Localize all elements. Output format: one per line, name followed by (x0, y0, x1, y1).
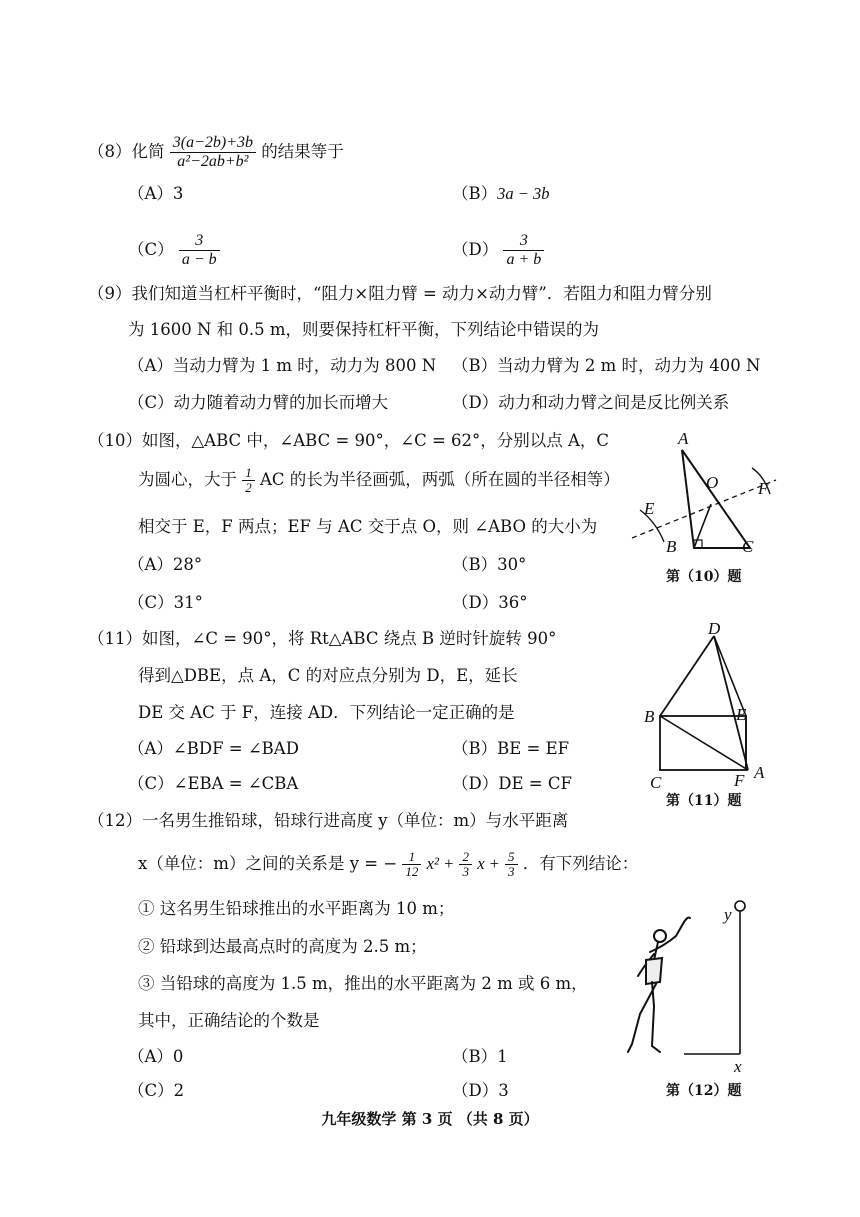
q12-option-b: （B）1 (452, 1047, 508, 1066)
q10-half-num: 1 (242, 466, 255, 481)
q12-x-squared: x² + (426, 854, 455, 873)
q8-option-c-num: 3 (179, 232, 220, 251)
q11-label-e: E (736, 705, 747, 724)
q11-option-c: （C）∠EBA = ∠CBA (128, 774, 299, 793)
q12-f1-num: 1 (402, 850, 421, 865)
q12-item-1: ① 这名男生铅球推出的水平距离为 10 m； (138, 899, 455, 918)
q8-option-b (452, 183, 550, 205)
q12-line-1: （12）一名男生推铅球，铅球行进高度 y（单位：m）与水平距离 (88, 811, 569, 830)
q10-line-1: （10）如图，△ABC 中，∠ABC = 90°，∠C = 62°，分别以点 A，C (88, 431, 610, 450)
q10-label-c: C (742, 537, 754, 556)
q8-option-c-label: （C） (128, 240, 174, 259)
q10-option-d: （D）36° (452, 593, 528, 612)
q8-prefix: （8）化简 (88, 142, 165, 161)
q10-half-den: 2 (245, 480, 252, 495)
q10-label-e: E (644, 499, 655, 518)
q8-fraction (170, 134, 256, 171)
q11-line-2: 得到△DBE，点 A，C 的对应点分别为 D，E，延长 (138, 666, 518, 685)
q8-option-c-den: a − b (181, 251, 217, 268)
q10-half-fraction (242, 466, 255, 495)
q10-label-f: F (758, 479, 769, 498)
q11-line-3: DE 交 AC 于 F，连接 AD．下列结论一定正确的是 (138, 703, 515, 722)
q8-option-d (452, 232, 544, 269)
q12-figure (624, 896, 774, 1076)
q10-figure (628, 430, 808, 570)
q12-fraction-2 (459, 850, 472, 879)
q8-option-d-label: （D） (452, 240, 499, 259)
q10-label-o: O (706, 473, 719, 492)
q12-axis-y-label: y (724, 905, 732, 924)
q12-f3-den: 3 (508, 864, 515, 879)
q8-option-a: （A）3 (128, 184, 184, 203)
q12-f2-den: 3 (462, 864, 469, 879)
q8-option-d-fraction (503, 232, 544, 269)
q12-fraction-1 (402, 850, 421, 879)
q8-stem (88, 134, 344, 171)
q9-option-a: （A）当动力臂为 1 m 时，动力为 800 N (128, 356, 437, 375)
q11-label-b: B (644, 707, 655, 726)
q10-line-2-pre: 为圆心，大于 (138, 470, 237, 489)
q8-suffix: 的结果等于 (261, 142, 344, 161)
q12-f2-num: 2 (459, 850, 472, 865)
q10-label-a: A (678, 429, 689, 448)
q11-segment-de (714, 636, 746, 716)
q12-line-2 (138, 850, 638, 879)
q11-segment-ba (660, 716, 748, 770)
q12-option-d: （D）3 (452, 1081, 509, 1100)
q12-x-plus: x + (477, 854, 500, 873)
q9-line-1: （9）我们知道当杠杆平衡时，“阻力×阻力臂 = 动力×动力臂”．若阻力和阻力臂分别 (88, 284, 712, 303)
q12-item-3: ③ 当铅球的高度为 1.5 m，推出的水平距离为 2 m 或 6 m， (138, 974, 588, 993)
q11-option-a: （A）∠BDF = ∠BAD (128, 739, 299, 758)
q8-option-b-value: 3a − 3b (497, 184, 550, 203)
q12-figure-caption: 第（12）题 (666, 1083, 742, 1099)
q10-line-2-post: AC 的长为半径画弧，两弧（所在圆的半径相等） (260, 470, 620, 489)
q11-line-1: （11）如图，∠C = 90°，将 Rt△ABC 绕点 B 逆时针旋转 90° (88, 629, 557, 648)
q12-axis-x-label: x (734, 1057, 742, 1076)
q12-line-last: 其中，正确结论的个数是 (138, 1011, 320, 1030)
q8-option-b-label: （B） (452, 184, 498, 203)
q10-triangle (682, 450, 750, 548)
page-footer: 九年级数学 第 3 页 （共 8 页） (321, 1110, 539, 1128)
q8-numerator: 3(a−2b)+3b (170, 134, 256, 153)
q12-line-2-pre: x（单位：m）之间的关系是 y = − (138, 854, 398, 873)
q10-line-2 (138, 466, 620, 495)
q11-label-a: A (754, 763, 765, 782)
q11-option-b: （B）BE = EF (452, 739, 570, 758)
q10-option-b: （B）30° (452, 555, 527, 574)
q9-option-c: （C）动力随着动力臂的加长而增大 (128, 393, 389, 412)
q8-option-c-fraction (179, 232, 220, 269)
q12-line-2-post: ．有下列结论： (522, 854, 639, 873)
q10-label-b: B (666, 537, 677, 556)
q11-figure (642, 619, 782, 808)
q8-denominator: a²−2ab+b² (177, 153, 249, 170)
q9-option-d: （D）动力和动力臂之间是反比例关系 (452, 393, 730, 412)
q8-option-d-den: a + b (506, 251, 542, 268)
q11-segment-da (714, 636, 748, 770)
q12-fraction-3 (505, 850, 518, 879)
q11-label-c: C (650, 773, 662, 792)
shot-putter-figure-icon (628, 918, 690, 1053)
q10-figure-caption: 第（10）题 (666, 569, 742, 585)
q8-option-d-num: 3 (503, 232, 544, 251)
q12-item-2: ② 铅球到达最高点时的高度为 2.5 m； (138, 937, 427, 956)
q11-segment-bd (660, 636, 714, 716)
q12-shot-ball (735, 901, 745, 911)
q11-label-f: F (734, 771, 745, 790)
q11-figure-caption: 第（11）题 (666, 793, 742, 809)
q8-option-c (128, 232, 220, 269)
q10-option-c: （C）31° (128, 593, 203, 612)
q10-option-a: （A）28° (128, 555, 203, 574)
q9-option-b: （B）当动力臂为 2 m 时，动力为 400 N (452, 356, 761, 375)
q11-option-d: （D）DE = CF (452, 774, 572, 793)
q12-f1-den: 12 (405, 864, 419, 879)
q12-f3-num: 5 (505, 850, 518, 865)
q11-label-d: D (708, 619, 721, 638)
q9-line-2: 为 1600 N 和 0.5 m，则要保持杠杆平衡，下列结论中错误的为 (128, 320, 600, 339)
q12-option-c: （C）2 (128, 1081, 185, 1100)
q10-line-3: 相交于 E，F 两点；EF 与 AC 交于点 O，则 ∠ABO 的大小为 (138, 517, 598, 536)
q12-option-a: （A）0 (128, 1047, 184, 1066)
